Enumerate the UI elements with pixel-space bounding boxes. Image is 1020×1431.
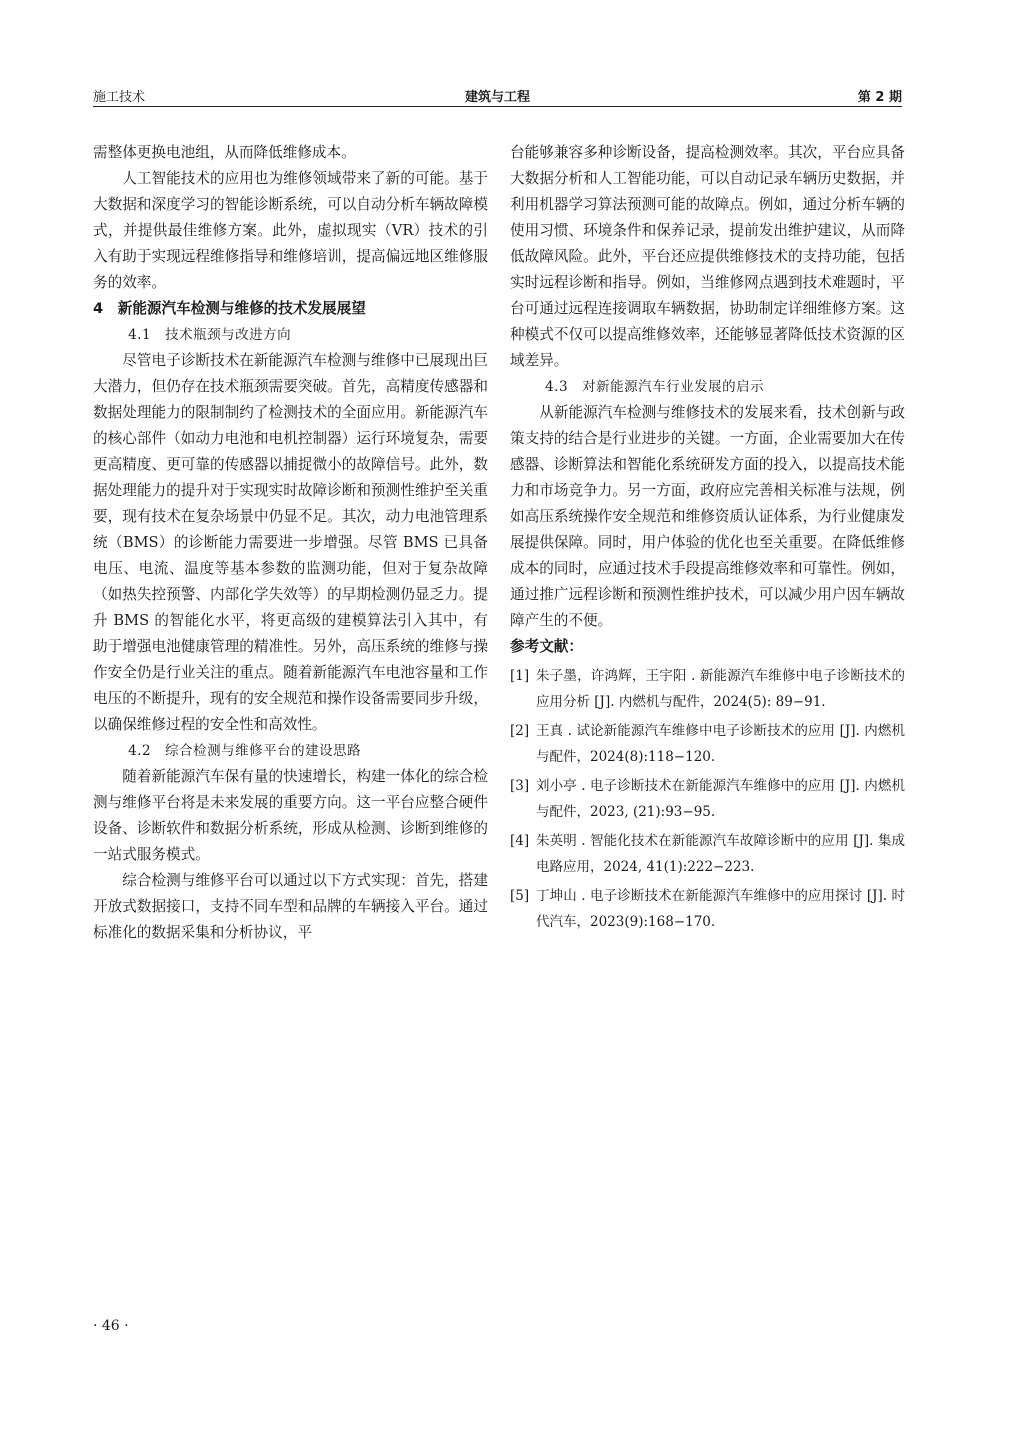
subsection-heading: 4.2 综合检测与维修平台的建设思路 xyxy=(128,743,362,759)
paragraph: 尽管电子诊断技术在新能源汽车检测与维修中已展现出巨大潜力，但仍存在技术瓶颈需要突破。首先，高精度传感器和数据处理能力的限制制约了检测技术的全面应用。新能源汽车的核心部件（如动力电池和电机控制器）运行环境复杂，需要更高精度、更可靠的传感器以捕捉微小的故障信号。此外，数据处理能力的提升对于实现实时故障诊断和预测性维护至关重要，现有技术在复杂场景中仍显不足。其次，动力电池管理系统（BMS）的诊断能力需要进一步增强。尽管 BMS 已具备电压、电流、温度等基本参数的监测功能，但对于复杂故障（如热失控预警、内部化学失效等）的早期检测仍显乏力。提升 BMS 的智能化水平，将更高级的建模算法引入其中，有助于增强电池健康管理的精准性。另外，高压系统的维修与操作安全仍是行业关注的重点。随着新能源汽车电池容量和工作电压的不断提升，现有的安全规范和操作设备需要同步升级，以确保维修过程的安全性和高效性。 xyxy=(93,352,488,733)
page-number: · 46 · xyxy=(93,1318,129,1334)
reference-text: 朱子墨，许鸿辉，王宇阳 . 新能源汽车维修中电子诊断技术的应用分析 [J]. 内燃机与配件，2024(5): 89−91. xyxy=(536,668,905,710)
reference-item xyxy=(510,883,905,935)
reference-number: [3] xyxy=(510,778,530,794)
reference-item xyxy=(510,773,905,825)
journal-title: 建筑与工程 xyxy=(464,90,530,105)
reference-list xyxy=(510,663,905,935)
paragraph: 综合检测与维修平台可以通过以下方式实现：首先，搭建开放式数据接口，支持不同车型和品牌的车辆接入平台。通过标准化的数据采集和分析协议，平 xyxy=(93,872,488,941)
left-column xyxy=(93,140,488,946)
reference-item xyxy=(510,828,905,880)
paragraph: 随着新能源汽车保有量的快速增长，构建一体化的综合检测与维修平台将是未来发展的重要方向。这一平台应整合硬件设备、诊断软件和数据分析系统，形成从检测、诊断到维修的一站式服务模式。 xyxy=(93,768,488,863)
issue-number: 第 2 期 xyxy=(857,90,902,105)
reference-text: 丁坤山 . 电子诊断技术在新能源汽车维修中的应用探讨 [J]. 时代汽车，2023(9):168−170. xyxy=(536,888,905,930)
paragraph: 从新能源汽车检测与维修技术的发展来看，技术创新与政策支持的结合是行业进步的关键。一方面，企业需要加大在传感器、诊断算法和智能化系统研发方面的投入，以提高技术能力和市场竞争力。另一方面，政府应完善相关标准与法规，例如高压系统操作安全规范和维修资质认证体系，为行业健康发展提供保障。同时，用户体验的优化也至关重要。在降低维修成本的同时，应通过技术手段提高维修效率和可靠性。例如，通过推广远程诊断和预测性维护技术，可以减少用户因车辆故障产生的不便。 xyxy=(510,404,905,629)
references-title: 参考文献： xyxy=(510,638,583,655)
paragraph: 人工智能技术的应用也为维修领域带来了新的可能。基于大数据和深度学习的智能诊断系统，可以自动分析车辆故障模式，并提供最佳维修方案。此外，虚拟现实（VR）技术的引入有助于实现远程维修指导和维修培训，提高偏远地区维修服务的效率。 xyxy=(93,170,488,291)
reference-text: 王真 . 试论新能源汽车维修中电子诊断技术的应用 [J]. 内燃机与配件，2024(8):118−120. xyxy=(536,723,905,765)
reference-number: [4] xyxy=(510,833,530,849)
reference-number: [2] xyxy=(510,723,530,739)
reference-item xyxy=(510,718,905,770)
paragraph: 台能够兼容多种诊断设备，提高检测效率。其次，平台应具备大数据分析和人工智能功能，可以自动记录车辆历史数据，并利用机器学习算法预测可能的故障点。例如，通过分析车辆的使用习惯、环境条件和保养记录，提前发出维护建议，从而降低故障风险。此外，平台还应提供维修技术的支持功能，包括实时远程诊断和指导。例如，当维修网点遇到技术难题时，平台可通过远程连接调取车辆数据，协助制定详细维修方案。这种模式不仅可以提高维修效率，还能够显著降低技术资源的区域差异。 xyxy=(510,144,905,369)
right-column xyxy=(510,140,905,935)
reference-item xyxy=(510,663,905,715)
journal-section: 施工技术 xyxy=(93,90,146,105)
reference-text: 刘小亭 . 电子诊断技术在新能源汽车维修中的应用 [J]. 内燃机与配件，2023, (21):93−95. xyxy=(536,778,905,820)
paragraph: 需整体更换电池组，从而降低维修成本。 xyxy=(93,144,356,161)
subsection-heading: 4.1 技术瓶颈与改进方向 xyxy=(128,327,292,343)
subsection-heading: 4.3 对新能源汽车行业发展的启示 xyxy=(545,379,765,395)
reference-number: [1] xyxy=(510,668,530,684)
reference-number: [5] xyxy=(510,888,530,904)
section-heading: 4 新能源汽车检测与维修的技术发展展望 xyxy=(93,300,366,317)
reference-text: 朱英明 . 智能化技术在新能源汽车故障诊断中的应用 [J]. 集成电路应用，2024, 41(1):222−223. xyxy=(536,833,905,875)
running-header xyxy=(93,84,902,107)
